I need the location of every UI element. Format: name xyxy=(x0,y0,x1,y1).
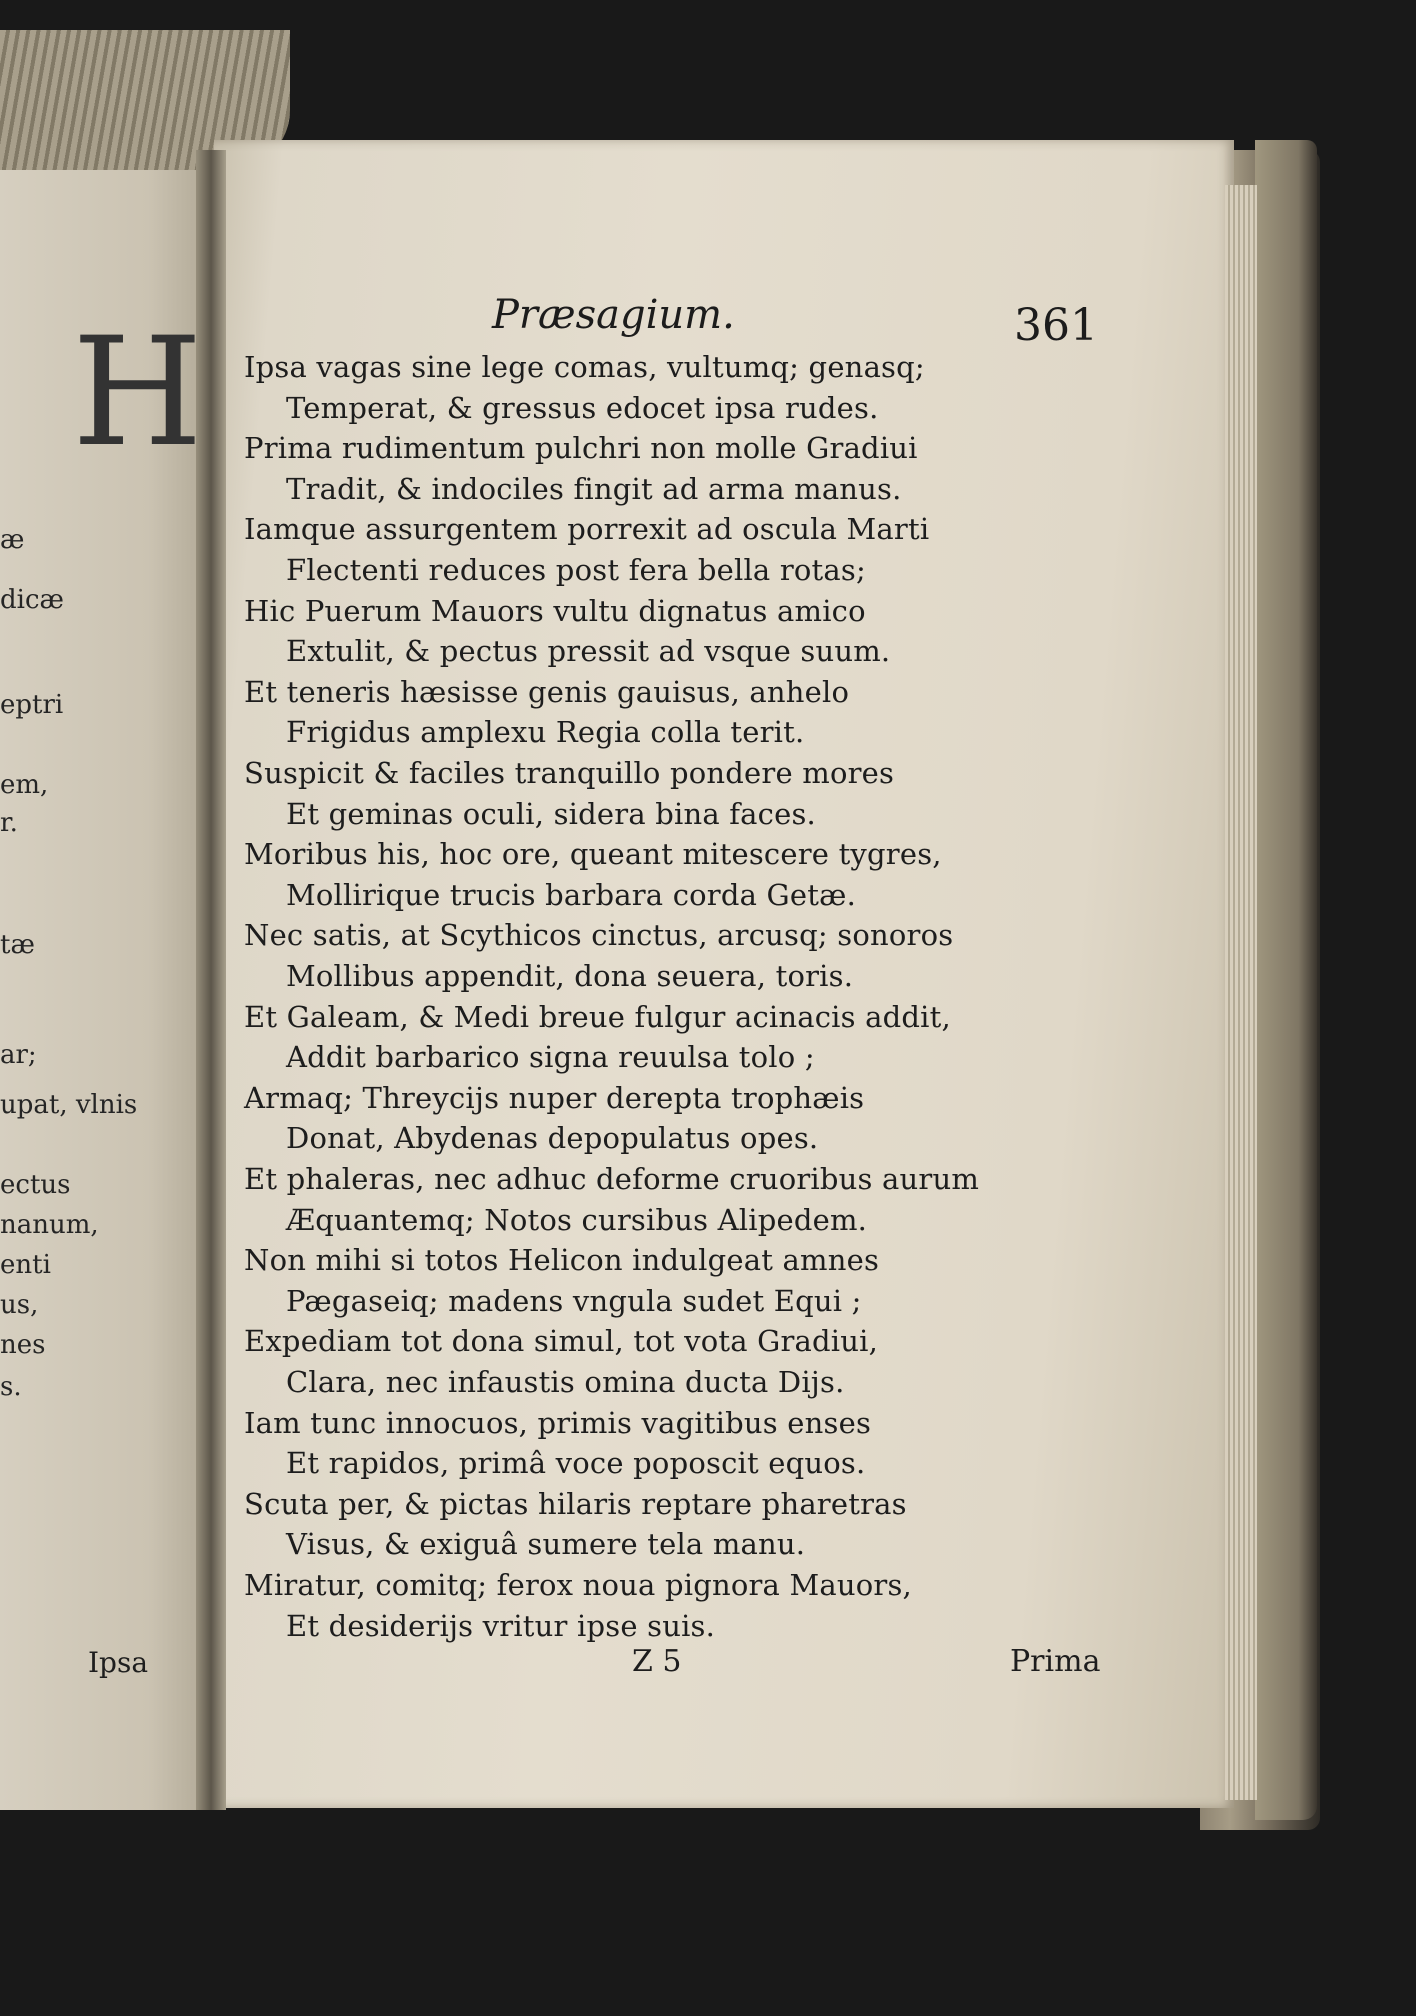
signature-mark: Z 5 xyxy=(632,1644,682,1679)
verse-line: Et desiderijs vritur ipse suis. xyxy=(286,1608,716,1643)
verse-line: Addit barbarico signa reuulsa tolo ; xyxy=(286,1040,815,1075)
verse-line: Scuta per, & pictas hilaris reptare pharetras xyxy=(244,1486,907,1521)
left-fragment-line: enti xyxy=(0,1250,51,1280)
left-fragment-line: dicæ xyxy=(0,585,64,615)
verse-line: Armaq; Threycijs nuper derepta trophæis xyxy=(244,1080,865,1115)
left-fragment-line: tæ xyxy=(0,930,35,960)
verse-line: Ipsa vagas sine lege comas, vultumq; genasq; xyxy=(244,350,925,384)
verse-line: Temperat, & gressus edocet ipsa rudes. xyxy=(286,390,879,425)
verse-line: Flectenti reduces post fera bella rotas; xyxy=(286,553,866,587)
verse-line: Prima rudimentum pulchri non molle Gradiui xyxy=(244,431,918,466)
left-fragment-line: s. xyxy=(0,1372,22,1402)
verse-line: Et teneris hæsisse genis gauisus, anhelo xyxy=(244,674,850,709)
verse-line: Tradit, & indociles fingit ad arma manus. xyxy=(286,471,902,506)
left-fragment-line: em, xyxy=(0,770,49,800)
verse-line: Miratur, comitq; ferox noua pignora Mauors, xyxy=(244,1568,912,1602)
left-fragment-line: æ xyxy=(0,525,25,555)
verse-line: Expediam tot dona simul, tot vota Gradiui, xyxy=(244,1324,879,1359)
verse-line: Frigidus amplexu Regia colla terit. xyxy=(286,715,805,750)
verse-line: Et phaleras, nec adhuc deforme cruoribus aurum xyxy=(244,1162,980,1196)
verse-line: Pægaseiq; madens vngula sudet Equi ; xyxy=(286,1283,862,1318)
left-fragment-line: nanum, xyxy=(0,1210,99,1240)
drop-initial: H xyxy=(72,306,203,480)
left-fragment-line: upat, vlnis xyxy=(0,1090,138,1120)
verse-line: Hic Puerum Mauors vultu dignatus amico xyxy=(244,593,866,628)
verse-line: Extulit, & pectus pressit ad vsque suum. xyxy=(286,634,891,669)
left-catchword: Ipsa xyxy=(88,1646,149,1679)
left-fragment-line: eptri xyxy=(0,690,64,720)
left-fragment-line: ectus xyxy=(0,1170,71,1200)
verse-line: Et geminas oculi, sidera bina faces. xyxy=(286,796,816,831)
verse-line: Moribus his, hoc ore, queant mitescere tygres, xyxy=(244,837,942,872)
verse-line: Mollirique trucis barbara corda Getæ. xyxy=(286,877,856,912)
left-fragment-line: ar; xyxy=(0,1040,37,1070)
left-fragment-line: nes xyxy=(0,1330,46,1360)
page-header-title: Præsagium. xyxy=(492,292,735,338)
verse-line: Donat, Abydenas depopulatus opes. xyxy=(286,1121,819,1156)
verse-line: Æquantemq; Notos cursibus Alipedem. xyxy=(286,1202,868,1237)
verse-line: Nec satis, at Scythicos cinctus, arcusq; sonoros xyxy=(244,918,954,953)
verse-line: Iamque assurgentem porrexit ad oscula Marti xyxy=(244,512,930,547)
verse-line: Mollibus appendit, dona seuera, toris. xyxy=(286,959,854,993)
verse-line: Et rapidos, primâ voce poposcit equos. xyxy=(286,1446,866,1481)
catchword: Prima xyxy=(1010,1644,1101,1679)
verse-line: Clara, nec infaustis omina ducta Dijs. xyxy=(286,1365,845,1399)
left-fragment-line: r. xyxy=(0,808,18,838)
verse-line: Iam tunc innocuos, primis vagitibus enses xyxy=(244,1405,872,1440)
verse-line: Non mihi si totos Helicon indulgeat amnes xyxy=(244,1243,880,1278)
verse-line: Visus, & exiguâ sumere tela manu. xyxy=(286,1527,806,1562)
verse-line: Et Galeam, & Medi breue fulgur acinacis addit, xyxy=(244,999,951,1034)
verse-line: Suspicit & faciles tranquillo pondere mores xyxy=(244,756,895,790)
left-fragment-line: us, xyxy=(0,1290,39,1320)
page-number: 361 xyxy=(1014,300,1098,351)
